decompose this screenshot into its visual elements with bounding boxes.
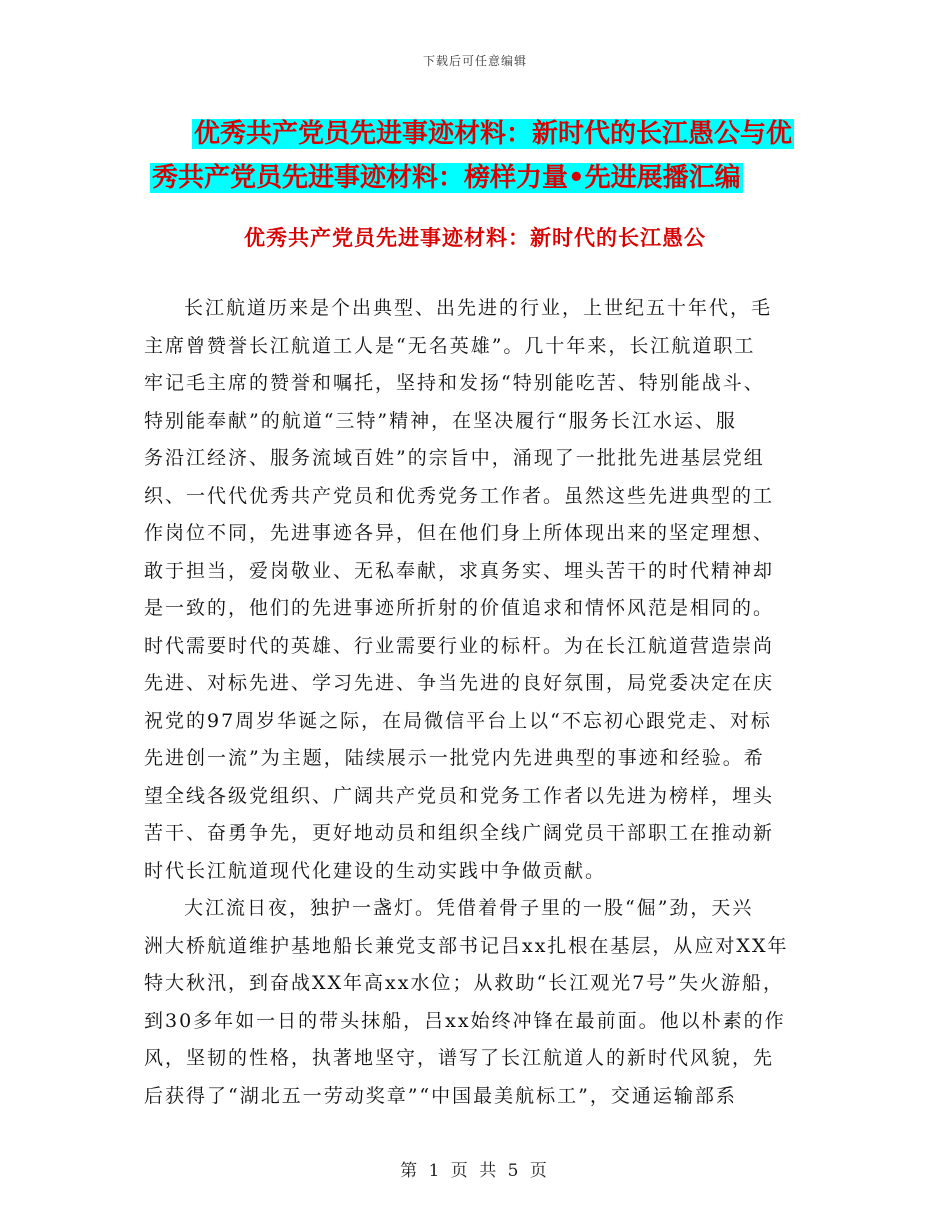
- body-line: 时代长江航道现代化建设的生动实践中争做贡献。: [144, 859, 607, 882]
- title-line-2: [150, 156, 840, 200]
- title-line-2-text: 秀共产党员先进事迹材料：榜样力量•先进展播汇编: [152, 163, 741, 193]
- body-line: 到30多年如一日的带头抹船，吕xx始终冲锋在最前面。他以朴素的作: [144, 1009, 786, 1032]
- body-line: 织、一代代优秀共产党员和优秀党务工作者。虽然这些先进典型的工: [144, 484, 775, 507]
- body-line: 洲大桥航道维护基地船长兼党支部书记吕xx扎根在基层，从应对XX年: [144, 934, 789, 957]
- title-line-1: [150, 112, 840, 156]
- body-line: 后获得了“湖北五一劳动奖章”“中国最美航标工”，交通运输部系: [144, 1084, 737, 1107]
- body-line: 主席曾赞誉长江航道工人是“无名英雄”。几十年来，长江航道职工: [144, 334, 756, 357]
- page-footer: 第 1 页 共 5 页: [400, 1161, 550, 1181]
- body-line: 苦干、奋勇争先，更好地动员和组织全线广阔党员干部职工在推动新: [144, 822, 775, 844]
- page-header: 下载后可任意编辑: [422, 54, 527, 68]
- body-line: 特别能奉献”的航道“三特”精神，在坚决履行“服务长江水运、服: [144, 409, 737, 432]
- body-line: 牢记毛主席的赞誉和嘱托，坚持和发扬“特别能吃苦、特别能战斗、: [144, 372, 765, 394]
- document-title: [150, 112, 840, 200]
- title-line-1-text: 优秀共产党员先进事迹材料：新时代的长江愚公与优: [194, 119, 793, 149]
- body-line: 特大秋汛，到奋战XX年高xx水位；从救助“长江观光7号”失火游船，: [144, 972, 785, 994]
- body-line: 务沿江经济、服务流域百姓”的宗旨中，涌现了一批批先进基层党组: [144, 447, 765, 469]
- section-title: 优秀共产党员先进事迹材料：新时代的长江愚公: [244, 225, 706, 250]
- body-line: 望全线各级党组织、广阔共产党员和党务工作者以先进为榜样，埋头: [144, 784, 775, 807]
- body-line: 祝党的97周岁华诞之际，在局微信平台上以“不忘初心跟党走、对标: [144, 709, 772, 732]
- body-line: 大江流日夜，独护一盏灯。凭借着骨子里的一股“倔”劲，天兴: [184, 897, 754, 919]
- body-line: 先进创一流”为主题，陆续展示一批党内先进典型的事迹和经验。希: [144, 747, 765, 769]
- body-line: 风，坚韧的性格，执著地坚守，谱写了长江航道人的新时代风貌，先: [144, 1047, 775, 1069]
- body-line: 先进、对标先进、学习先进、争当先进的良好氛围，局党委决定在庆: [144, 672, 775, 694]
- body-line: 长江航道历来是个出典型、出先进的行业，上世纪五十年代，毛: [184, 297, 773, 319]
- body-line: 是一致的，他们的先进事迹所折射的价值追求和情怀风范是相同的。: [144, 597, 775, 619]
- body-line: 时代需要时代的英雄、行业需要行业的标杆。为在长江航道营造崇尚: [144, 634, 775, 657]
- body-text: [144, 290, 804, 1115]
- body-line: 敢于担当，爱岗敬业、无私奉献，求真务实、埋头苦干的时代精神却: [144, 559, 775, 582]
- body-line: 作岗位不同，先进事迹各异，但在他们身上所体现出来的坚定理想、: [144, 522, 775, 544]
